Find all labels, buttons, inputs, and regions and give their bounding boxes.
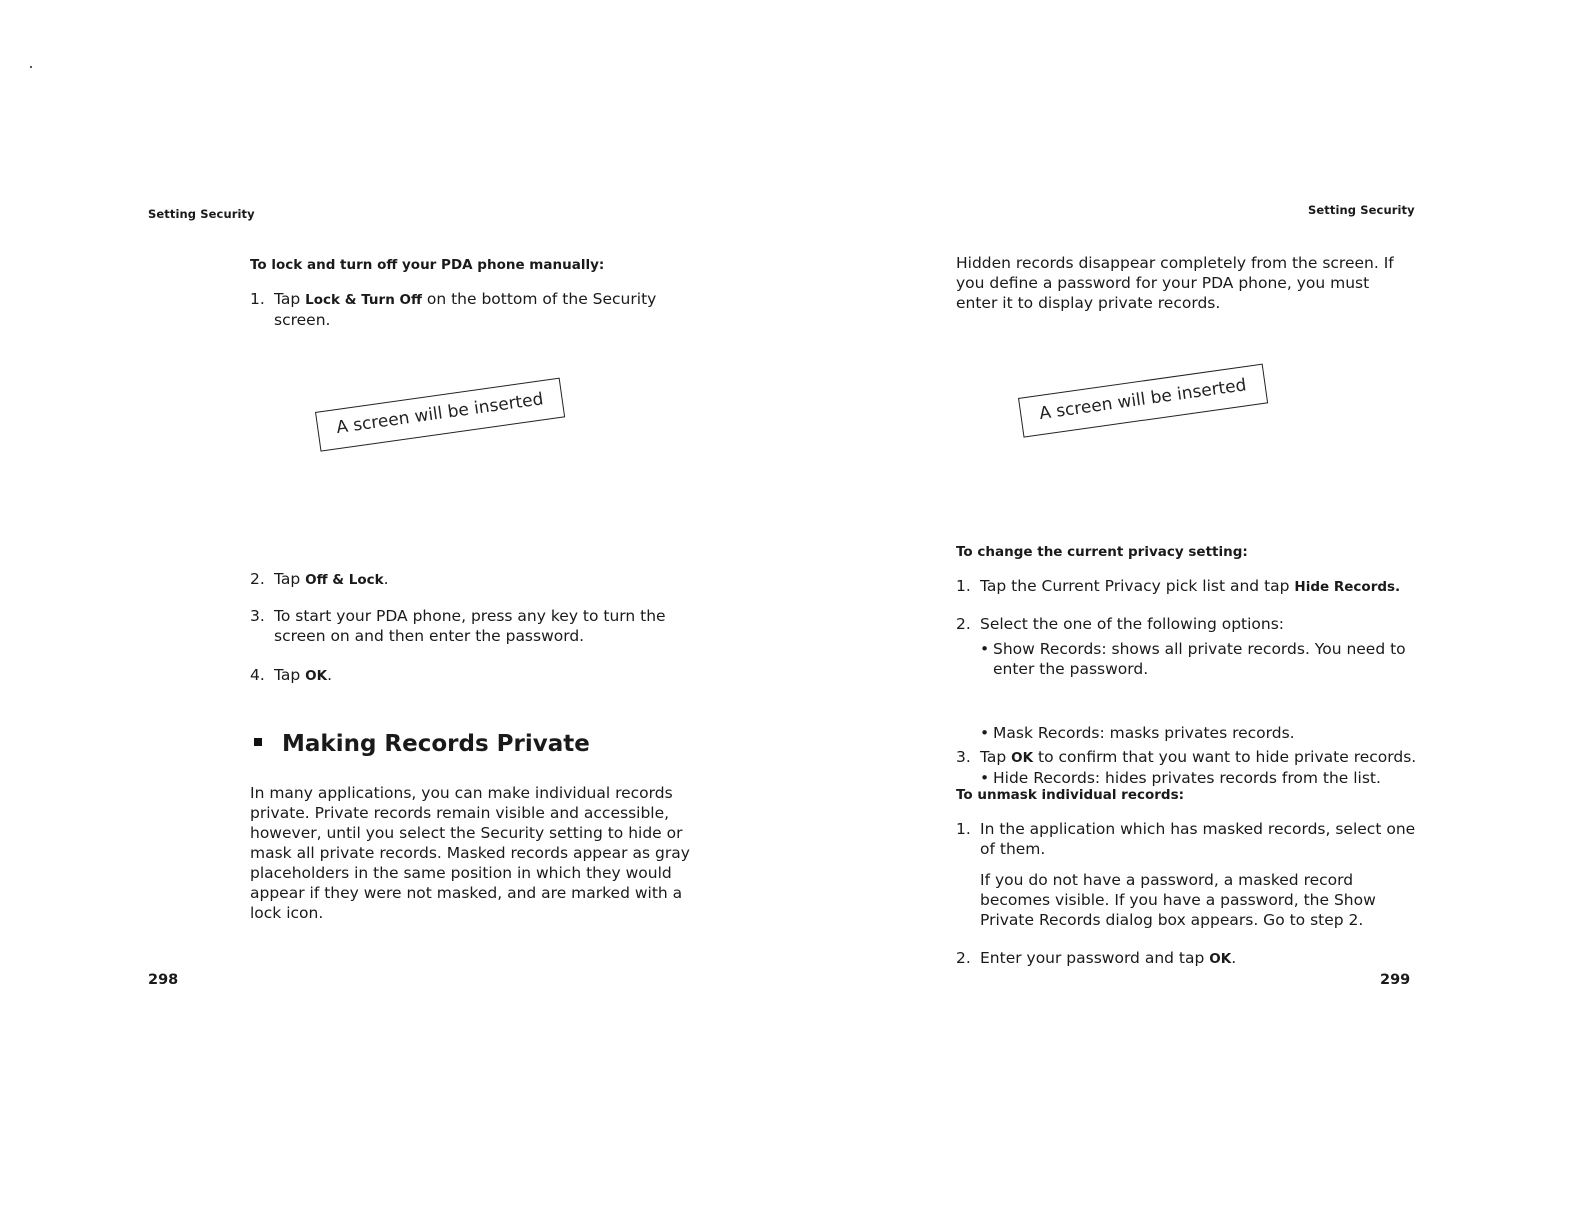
- step-number: 1.: [956, 820, 971, 838]
- option-show-records: • Show Records: shows all private records. You need to enter the password.: [980, 639, 1423, 679]
- section-title: Making Records Private: [282, 731, 590, 757]
- screen-placeholder-stamp: A screen will be inserted: [1018, 364, 1268, 438]
- step-number: 3.: [250, 607, 265, 625]
- privacy-step-3: [956, 747, 1426, 768]
- hidden-records-paragraph: Hidden records disappear completely from the screen. If you define a password for your PDA phone, you must enter it to display private records.: [956, 254, 1394, 312]
- lock-step-1: [250, 289, 680, 330]
- left-running-header: Setting Security: [148, 207, 255, 221]
- right-running-header: Setting Security: [1308, 203, 1415, 217]
- step-text: Enter your password and tap: [980, 949, 1210, 967]
- step-text: In the application which has masked records, select one of them.: [980, 820, 1416, 858]
- step-text: Tap the Current Privacy pick list and tap: [980, 577, 1295, 595]
- step-number: 1.: [250, 290, 265, 308]
- privacy-step-1: [956, 576, 1416, 597]
- left-page-number: 298: [148, 972, 179, 988]
- lock-step-4: [250, 665, 680, 686]
- step-text: Tap: [274, 570, 306, 588]
- step-text: Tap: [980, 748, 1012, 766]
- lock-procedure-heading: To lock and turn off your PDA phone manually:: [250, 257, 605, 273]
- screen-placeholder-stamp: A screen will be inserted: [315, 378, 565, 452]
- ui-term: OK: [1209, 951, 1232, 967]
- lock-step-3: [250, 606, 690, 646]
- unmask-note: If you do not have a password, a masked record becomes visible. If you have a password, the Show Private Records dialog box appears. Go to step 2.: [980, 871, 1376, 929]
- right-page-number: 299: [1380, 972, 1411, 988]
- step-text: Select the one of the following options:: [980, 615, 1285, 633]
- step-number: 1.: [956, 577, 971, 595]
- unmask-step-2: [956, 948, 1416, 969]
- step-text: on the bottom of the Security screen.: [274, 290, 657, 329]
- step-text: to confirm that you want to hide private records.: [1033, 748, 1417, 766]
- step-text: .: [327, 666, 333, 684]
- step-number: 3.: [956, 748, 971, 766]
- ui-term: OK: [1011, 750, 1034, 766]
- private-records-paragraph: In many applications, you can make individual records private. Private records remain visible and accessible, however, until you select the Security setting to hide or mask all private records. Masked records appear as gray placeholders in the same position in which they would appear if they were not masked, and are marked with a lock icon.: [250, 784, 690, 922]
- privacy-procedure-heading: To change the current privacy setting:: [956, 544, 1248, 560]
- ui-term: Lock & Turn Off: [305, 292, 422, 308]
- step-text: .: [1231, 949, 1237, 967]
- option-mask-records: • Mask Records: masks privates records.: [980, 723, 1423, 743]
- ui-term: Off & Lock: [305, 572, 384, 588]
- step-text: To start your PDA phone, press any key to turn the screen on and then enter the password.: [274, 607, 666, 645]
- ui-term: Hide Records.: [1294, 579, 1401, 595]
- option-hide-records: • Hide Records: hides privates records from the list.: [980, 768, 1423, 788]
- step-text: Tap: [274, 290, 306, 308]
- unmask-step-1: [956, 819, 1416, 859]
- step-number: 2.: [956, 949, 971, 967]
- privacy-step-2: [956, 614, 1416, 634]
- ui-term: OK: [305, 668, 328, 684]
- step-number: 2.: [250, 570, 265, 588]
- step-number: 4.: [250, 666, 265, 684]
- unmask-procedure-heading: To unmask individual records:: [956, 787, 1185, 803]
- step-text: .: [383, 570, 389, 588]
- step-number: 2.: [956, 615, 971, 633]
- step-text: Tap: [274, 666, 306, 684]
- lock-step-2: [250, 569, 680, 590]
- section-bullet-icon: [254, 738, 262, 746]
- scan-speck: [30, 66, 32, 68]
